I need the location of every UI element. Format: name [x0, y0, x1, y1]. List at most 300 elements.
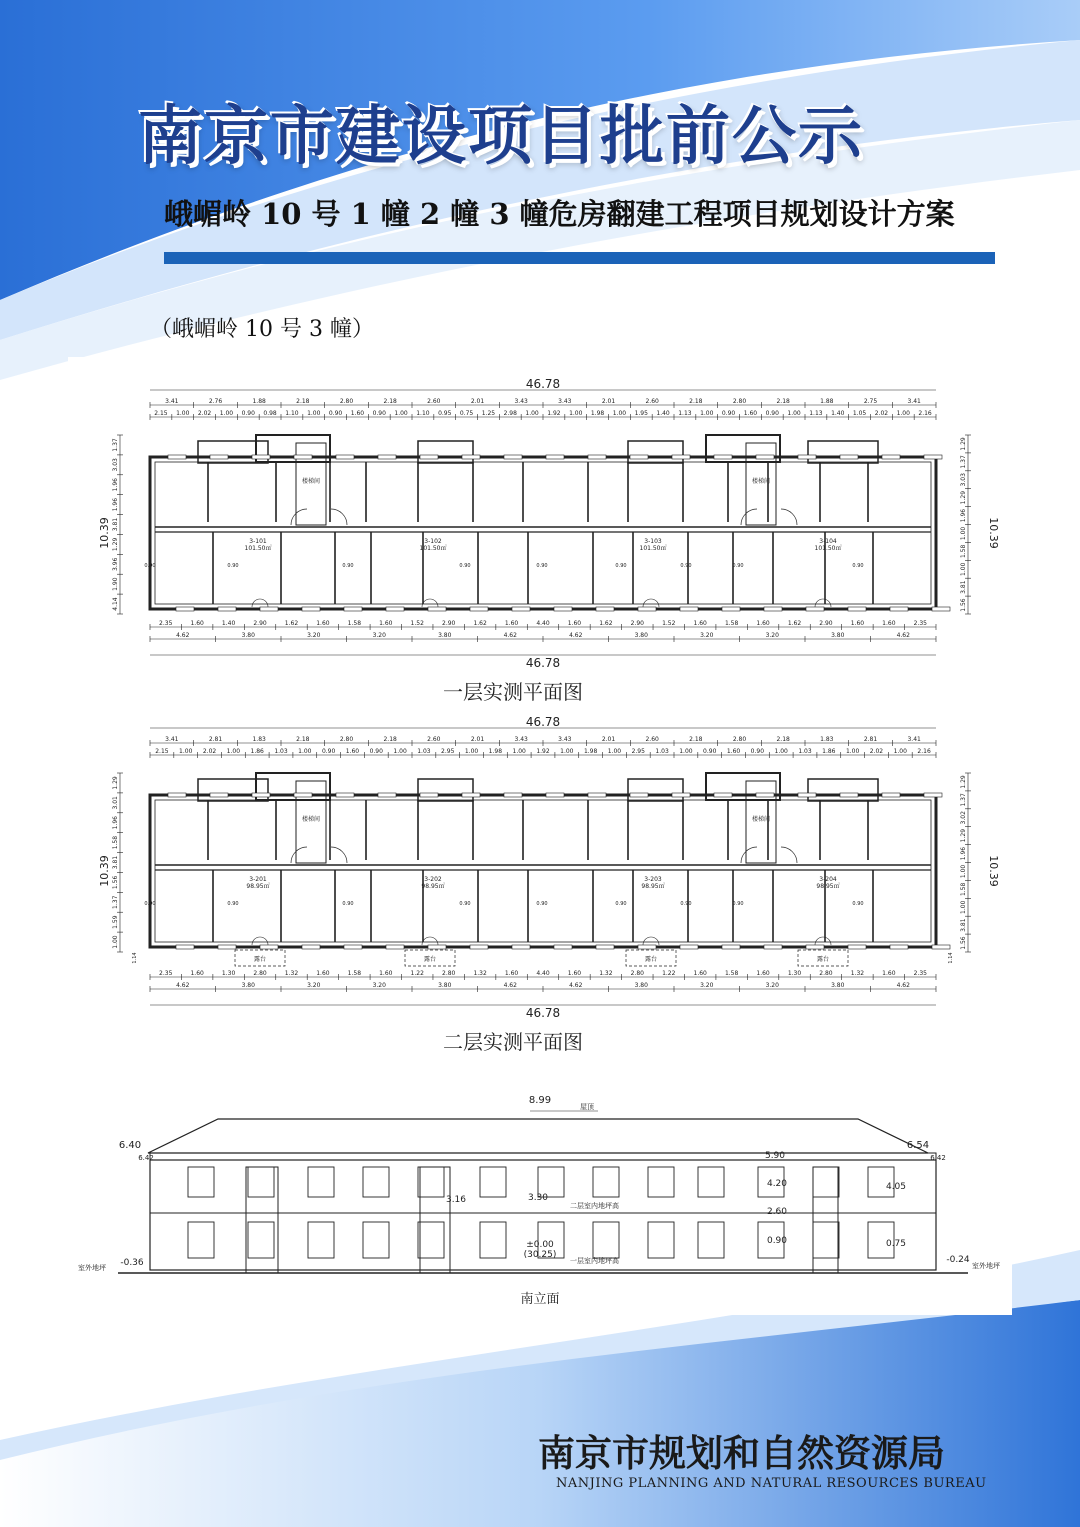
plan1-window: [756, 455, 774, 459]
plan1-bottom-dim-outer-label: 3.80: [634, 632, 648, 639]
plan2-top-dim-inner-label: 1.03: [274, 748, 288, 755]
plan1-door-tag: 0.90: [536, 563, 548, 569]
plan2-top-dim-inner-label: 1.98: [583, 748, 598, 755]
plan1-bottom-dim-inner-label: 1.62: [284, 620, 299, 627]
elev-ground-right: -0.24: [946, 1255, 970, 1265]
plan2-balcony-label: 露台: [816, 956, 830, 963]
plan1-bottom-dim-outer-label: 3.20: [700, 632, 714, 639]
plan1-top-dim-outer-label: 2.18: [296, 398, 310, 405]
plan2-top-dim-inner-label: 0.90: [369, 748, 383, 755]
plan2-overall-width: 46.78: [525, 715, 561, 729]
plan2-bottom-dim-outer-label: 4.62: [503, 982, 517, 989]
plan1-unit-code: 3-103: [644, 538, 662, 545]
plan1-top-dim-inner-label: 0.98: [263, 410, 277, 417]
plan2-unit-area: 98.95㎡: [641, 883, 665, 890]
plan1-top-dim-inner-label: 1.00: [787, 410, 801, 417]
plan1-top-dim-inner-label: 1.25: [481, 410, 496, 417]
plan2-window: [344, 945, 362, 949]
plan1-left-dim-label: 1.29: [112, 537, 119, 552]
plan2-projection: [628, 779, 683, 801]
plan1-bottom-dim-inner-label: 1.60: [882, 620, 896, 627]
plan1-window: [302, 607, 320, 611]
plan2-bottom-dim-inner-label: 2.80: [442, 970, 456, 977]
plan2-door-tag: 0.90: [342, 901, 354, 907]
plan2-top-dim-inner-label: 1.00: [774, 748, 788, 755]
plan2-top-dim-inner-label: 1.00: [179, 748, 193, 755]
elev-stair-tower: [420, 1167, 450, 1273]
plan1-bottom-dim-inner-label: 2.90: [442, 620, 456, 627]
plan1-window: [428, 607, 446, 611]
plan2-door-tag: 0.90: [680, 901, 692, 907]
plan1-stair-door-arc: [741, 509, 757, 525]
plan1-top-dim-outer-label: 3.41: [165, 398, 179, 405]
plan2-top-dim-inner-label: 1.00: [893, 748, 907, 755]
plan1-top-dim-inner-label: 1.13: [809, 410, 823, 417]
plan2-stair-door-arc: [291, 847, 307, 863]
plan1-top-dim-outer-label: 2.80: [339, 398, 354, 405]
plan1-bottom-dim-inner-label: 1.62: [473, 620, 487, 627]
elev-level-4-05: 4.05: [885, 1182, 907, 1192]
plan2-bottom-dim-inner-label: 2.80: [630, 970, 644, 977]
plan1-left-dim-label: 3.96: [112, 557, 119, 571]
plan1-depth-right: 10.39: [987, 517, 1000, 549]
plan2-top-dim-inner-label: 0.90: [750, 748, 765, 755]
elev-window-lower: [363, 1222, 389, 1258]
plan2-bottom-dim-inner-label: 1.32: [850, 970, 865, 977]
plan2-top-dim-outer-label: 1.83: [820, 736, 834, 743]
plan1-door-tag: 0.90: [615, 563, 627, 569]
plan1-left-dim-label: 1.96: [112, 497, 119, 512]
elev-window-upper: [418, 1167, 444, 1197]
plan1-window: [470, 607, 488, 611]
elev-ground-label-right: 室外地坪: [972, 1262, 1000, 1270]
elev-floor1-label: 一层室内地坪高: [570, 1257, 619, 1265]
plan1-entry-door: [815, 599, 831, 607]
plan2-top-dim-outer-label: 3.43: [514, 736, 528, 743]
plan1-top-dim-outer-label: 3.43: [558, 398, 572, 405]
project-subtitle: 峨嵋岭 10 号 1 幢 2 幢 3 幢危房翻建工程项目规划设计方案: [164, 197, 955, 231]
plan2-left-dim-label: 3.81: [112, 855, 119, 870]
plan2-bottom-dim-inner-label: 1.32: [599, 970, 613, 977]
plan1-window: [462, 455, 480, 459]
plan1-top-dim-inner-label: 2.98: [503, 410, 517, 417]
plan2-top-dim-outer-label: 2.60: [427, 736, 441, 743]
plan1-top-dim-inner-label: 2.16: [918, 410, 932, 417]
plan1-window: [848, 607, 866, 611]
plan2-bottom-dim-inner-label: 1.30: [221, 970, 236, 977]
plan2-window: [630, 793, 648, 797]
plan1-window: [260, 607, 278, 611]
plan1-door-tag: 0.90: [144, 563, 156, 569]
plan1-top-dim-inner-label: 1.00: [176, 410, 190, 417]
plan1-window: [806, 607, 824, 611]
plan1-unit-code: 3-102: [424, 538, 442, 545]
architectural-drawing: [68, 357, 1012, 1315]
plan1-top-dim-inner-label: 1.13: [678, 410, 692, 417]
plan2-left-dim-label: 1.96: [112, 816, 119, 830]
elev-roof: [148, 1119, 928, 1153]
plan1-top-dim-inner-label: 1.10: [416, 410, 430, 417]
elev-level-3-16: 3.16: [445, 1195, 467, 1205]
plan2-bottom-dim-outer-label: 3.20: [700, 982, 714, 989]
plan2-window: [176, 945, 194, 949]
plan1-top-dim-inner-label: 0.90: [241, 410, 255, 417]
plan2-left-dim-label: 1.37: [112, 895, 119, 909]
plan1-left-dim-label: 3.03: [112, 458, 119, 472]
plan2-window: [588, 793, 606, 797]
plan2-bottom-dim-inner-label: 2.80: [253, 970, 267, 977]
plan2-window: [210, 793, 228, 797]
plan1-top-dim-inner-label: 0.90: [721, 410, 736, 417]
plan1-bottom-dim-inner-label: 1.40: [221, 620, 236, 627]
plan1-window: [596, 607, 614, 611]
plan1-window: [512, 607, 530, 611]
plan1-bottom-dim-inner-label: 1.62: [787, 620, 802, 627]
plan2-balcony-depth: 1.14: [948, 952, 954, 964]
plan2-top-dim-inner-label: 0.90: [321, 748, 336, 755]
plan2-top-dim-outer-label: 3.41: [165, 736, 179, 743]
plan1-right-dim-label: 1.00: [960, 526, 967, 541]
plan1-top-dim-outer-label: 3.41: [907, 398, 921, 405]
plan2-top-dim-inner-label: 2.16: [917, 748, 931, 755]
plan2-top-dim-outer-label: 2.81: [208, 736, 223, 743]
plan1-projection: [628, 441, 683, 463]
page-title: 南京市建设项目批前公示: [138, 99, 864, 174]
plan2-left-dim-label: 1.00: [112, 935, 119, 949]
plan1-bottom-dim-inner-label: 1.60: [190, 620, 204, 627]
plan2-door-tag: 0.90: [732, 901, 744, 907]
plan2-top-dim-inner-label: 2.02: [202, 748, 217, 755]
plan1-top-dim-inner-label: 1.00: [219, 410, 234, 417]
plan1-stair-door-arc: [291, 509, 307, 525]
plan2-window: [504, 793, 522, 797]
plan2-top-dim-outer-label: 2.18: [296, 736, 310, 743]
plan2-stair-label: 楼梯间: [751, 816, 771, 823]
elev-level-0-90: 0.90: [766, 1236, 788, 1246]
plan2-window: [722, 945, 740, 949]
elev-eave-right-small: 6.42: [930, 1154, 946, 1162]
plan1-window: [890, 607, 908, 611]
plan1-bottom-dim-outer-label: 4.62: [569, 632, 583, 639]
plan1-window: [840, 455, 858, 459]
plan1-top-dim-inner-label: 1.00: [307, 410, 321, 417]
elev-level-0-75: 0.75: [885, 1239, 907, 1249]
plan1-right-dim-label: 1.56: [960, 598, 967, 612]
plan2-bottom-dim-inner-label: 2.80: [819, 970, 833, 977]
plan1-outer-wall: [150, 457, 936, 609]
plan1-top-dim-inner-label: 1.98: [590, 410, 605, 417]
plan2-top-dim-outer-label: 2.18: [776, 736, 790, 743]
plan1-top-dim-inner-label: 1.05: [852, 410, 867, 417]
plan1-top-dim-inner-label: 1.00: [700, 410, 714, 417]
plan1-caption: 一层实测平面图: [443, 680, 583, 704]
plan1-top-dim-outer-label: 2.80: [732, 398, 747, 405]
plan2-bottom-dim-inner-label: 1.60: [504, 970, 519, 977]
plan2-projection: [808, 779, 878, 801]
plan1-top-dim-inner-label: 2.02: [197, 410, 212, 417]
plan1-window: [294, 455, 312, 459]
plan2-projection: [418, 779, 473, 801]
plan1-top-dim-inner-label: 1.00: [896, 410, 910, 417]
plan2-right-dim-label: 1.96: [960, 846, 967, 861]
plan1-left-dim-label: 1.37: [112, 438, 119, 452]
plan2-bottom-dim-inner-label: 1.60: [693, 970, 707, 977]
plan1-top-dim-inner-label: 0.90: [328, 410, 343, 417]
plan1-top-dim-inner-label: 1.60: [350, 410, 365, 417]
plan1-top-dim-outer-label: 2.01: [601, 398, 616, 405]
plan2-top-dim-outer-label: 2.01: [601, 736, 616, 743]
plan1-top-dim-inner-label: 1.00: [394, 410, 408, 417]
plan1-left-dim-label: 3.81: [112, 517, 119, 532]
plan1-right-dim-label: 1.00: [960, 562, 967, 576]
plan1-window: [714, 455, 732, 459]
plan1-window: [630, 455, 648, 459]
plan2-window: [890, 945, 908, 949]
elev-window-upper: [363, 1167, 389, 1197]
plan2-bottom-dim-inner-label: 4.40: [536, 970, 550, 977]
plan2-bottom-dim-outer-label: 3.80: [241, 982, 255, 989]
plan2-depth-right: 10.39: [987, 855, 1000, 887]
plan1-top-dim-inner-label: 0.90: [372, 410, 386, 417]
plan2-right-dim-label: 1.37: [960, 793, 967, 807]
plan1-top-dim-outer-label: 2.76: [208, 398, 223, 405]
plan2-window: [848, 945, 866, 949]
plan2-left-dim-label: 3.01: [112, 796, 119, 810]
plan1-entry-door: [252, 599, 268, 607]
plan1-right-dim-label: 3.81: [960, 580, 967, 594]
plan2-top-dim-outer-label: 2.18: [689, 736, 703, 743]
plan2-entry-door: [815, 937, 831, 945]
plan2-right-dim-label: 1.00: [960, 864, 967, 879]
plan2-top-dim-inner-label: 1.92: [536, 748, 550, 755]
plan2-door-tag: 0.90: [144, 901, 156, 907]
plan1-projection: [198, 441, 268, 463]
plan2-window: [714, 793, 732, 797]
elev-level-2-60: 2.60: [766, 1207, 788, 1217]
elev-roof-top: 8.99: [528, 1095, 552, 1106]
plan2-bottom-dim-inner-label: 1.60: [190, 970, 204, 977]
plan1-top-dim-inner-label: 0.95: [438, 410, 452, 417]
plan2-window: [218, 945, 236, 949]
elev-window-upper: [308, 1167, 334, 1197]
plan1-projection: [418, 441, 473, 463]
plan1-bottom-dim-inner-label: 1.58: [724, 620, 739, 627]
elev-window-lower: [813, 1222, 839, 1258]
plan2-unit-area: 98.95㎡: [816, 883, 840, 890]
plan2-window: [462, 793, 480, 797]
plan2-window: [420, 793, 438, 797]
elev-stair-tower: [246, 1167, 278, 1273]
plan2-window: [680, 945, 698, 949]
elev-level-0-abs: (30.25): [523, 1250, 557, 1260]
plan1-window: [638, 607, 656, 611]
plan2-caption: 二层实测平面图: [443, 1030, 583, 1054]
plan1-bottom-dim-outer-label: 4.62: [503, 632, 517, 639]
plan2-window: [428, 945, 446, 949]
plan1-top-dim-inner-label: 0.75: [459, 410, 474, 417]
plan1-bottom-dim-outer-label: 4.62: [176, 632, 190, 639]
plan1-top-dim-inner-label: 1.00: [525, 410, 539, 417]
plan1-window: [764, 607, 782, 611]
elev-window-upper: [480, 1167, 506, 1197]
plan1-top-dim-inner-label: 1.10: [285, 410, 299, 417]
plan1-top-dim-outer-label: 2.60: [427, 398, 441, 405]
elev-caption: 南立面: [520, 1292, 560, 1307]
plan1-top-dim-outer-label: 1.88: [252, 398, 266, 405]
plan1-unit-code: 3-101: [249, 538, 267, 545]
plan1-overall-width: 46.78: [525, 377, 561, 391]
plan1-window: [218, 607, 236, 611]
plan2-bottom-dim-outer-label: 4.62: [176, 982, 190, 989]
plan2-door-tag: 0.90: [852, 901, 864, 907]
plan2-top-dim-outer-label: 3.41: [907, 736, 921, 743]
plan1-inner-wall: [155, 462, 931, 604]
plan2-window: [302, 945, 320, 949]
plan2-bottom-dim-inner-label: 2.35: [159, 970, 173, 977]
plan1-window: [504, 455, 522, 459]
plan2-stair-door-arc: [741, 847, 757, 863]
plan1-bottom-dim-outer-label: 3.20: [372, 632, 386, 639]
plan2-entry-door: [422, 937, 438, 945]
plan2-unit-code: 3-202: [424, 876, 442, 883]
plan1-bottom-dim-outer-label: 3.80: [241, 632, 255, 639]
elev-floor2-label: 二层室内地坪高: [570, 1202, 619, 1210]
plan2-top-dim-inner-label: 1.00: [560, 748, 574, 755]
plan1-window: [588, 455, 606, 459]
plan2-bottom-dim-inner-label: 1.32: [284, 970, 299, 977]
plan2-right-dim-label: 1.29: [960, 775, 967, 789]
plan1-bottom-dim-outer-label: 3.80: [831, 632, 845, 639]
elev-eave-right: 6.54: [906, 1140, 930, 1151]
elev-window-upper: [813, 1167, 839, 1197]
plan1-depth-left: 10.39: [98, 517, 111, 549]
plan1-bottom-dim-inner-label: 1.60: [756, 620, 770, 627]
plan2-stair-label: 楼梯间: [301, 816, 321, 823]
plan2-bottom-dim-outer-label: 3.20: [765, 982, 779, 989]
plan2-bottom-dim-inner-label: 1.32: [473, 970, 487, 977]
plan2-bottom-dim-outer-label: 3.20: [307, 982, 321, 989]
plan1-right-dim-label: 1.96: [960, 508, 967, 523]
bureau-name-english: NANJING PLANNING AND NATURAL RESOURCES BUREAU: [556, 1476, 987, 1491]
plan1-right-dim-label: 3.03: [960, 473, 967, 487]
plan2-left-dim-label: 1.58: [112, 835, 119, 850]
plan2-top-dim-inner-label: 1.86: [822, 748, 836, 755]
plan2-window: [672, 793, 690, 797]
building-label: （峨嵋岭 10 号 3 幢）: [150, 317, 374, 342]
plan2-top-dim-inner-label: 1.00: [393, 748, 407, 755]
elev-eave-left: 6.40: [118, 1140, 142, 1151]
plan1-bottom-dim-inner-label: 2.90: [253, 620, 267, 627]
plan2-depth-left: 10.39: [98, 855, 111, 887]
plan2-bottom-dim-inner-label: 1.22: [410, 970, 424, 977]
plan1-top-dim-inner-label: 1.60: [743, 410, 758, 417]
plan1-window: [554, 607, 572, 611]
plan1-window: [546, 455, 564, 459]
plan1-window: [924, 455, 942, 459]
plan2-door-tag: 0.90: [459, 901, 471, 907]
plan1-bottom-dim-inner-label: 1.60: [316, 620, 330, 627]
plan1-bottom-dim-inner-label: 1.60: [379, 620, 393, 627]
plan2-stair-door-arc: [331, 847, 347, 863]
elev-ground-left: -0.36: [120, 1258, 144, 1268]
plan2-top-dim-inner-label: 1.03: [417, 748, 431, 755]
plan2-bottom-dim-inner-label: 1.58: [347, 970, 362, 977]
plan1-window: [722, 607, 740, 611]
plan1-top-dim-outer-label: 2.60: [645, 398, 659, 405]
plan2-top-dim-outer-label: 2.01: [470, 736, 485, 743]
elev-ground-label-left: 室外地坪: [78, 1264, 106, 1272]
plan1-stair-door-arc: [331, 509, 347, 525]
plan2-right-dim-label: 3.02: [960, 811, 967, 825]
plan1-window: [176, 607, 194, 611]
plan2-top-dim-outer-label: 3.43: [558, 736, 572, 743]
plan1-entry-door: [422, 599, 438, 607]
plan2-bottom-dim-inner-label: 1.60: [882, 970, 896, 977]
plan1-bottom-dim-inner-label: 1.60: [693, 620, 707, 627]
plan1-top-dim-inner-label: 2.15: [154, 410, 168, 417]
drawing-panel: [68, 357, 1012, 1315]
plan2-window: [336, 793, 354, 797]
plan2-bottom-dim-inner-label: 1.60: [316, 970, 330, 977]
plan1-bottom-dim-outer-label: 4.62: [896, 632, 910, 639]
plan2-door-tag: 0.90: [536, 901, 548, 907]
plan1-window: [336, 455, 354, 459]
plan1-bottom-dim-outer-label: 3.20: [307, 632, 321, 639]
plan1-top-dim-inner-label: 1.00: [569, 410, 583, 417]
plan1-top-dim-outer-label: 2.18: [776, 398, 790, 405]
plan2-top-dim-outer-label: 2.80: [732, 736, 747, 743]
plan2-window: [546, 793, 564, 797]
plan2-window: [840, 793, 858, 797]
plan1-left-dim-label: 1.96: [112, 478, 120, 492]
elev-eave-left-small: 6.42: [138, 1154, 154, 1162]
plan1-stair-label: 楼梯间: [301, 478, 321, 485]
plan1-top-dim-outer-label: 2.01: [470, 398, 485, 405]
plan2-left-dim-label: 1.29: [112, 776, 119, 790]
plan2-window: [924, 793, 942, 797]
elev-window-lower: [248, 1222, 274, 1258]
plan1-window: [168, 455, 186, 459]
plan2-window: [378, 793, 396, 797]
plan2-bottom-dim-outer-label: 4.62: [569, 982, 583, 989]
plan1-bottom-dim-inner-label: 2.35: [913, 620, 927, 627]
elev-window-lower: [188, 1222, 214, 1258]
plan1-overall-width-bottom: 46.78: [525, 656, 561, 670]
plan2-balcony-depth: 1.14: [132, 952, 138, 964]
plan1-window: [680, 607, 698, 611]
plan1-top-dim-outer-label: 2.18: [383, 398, 397, 405]
plan2-bottom-dim-inner-label: 2.35: [913, 970, 927, 977]
plan1-window: [798, 455, 816, 459]
plan1-window: [386, 607, 404, 611]
plan1-top-dim-inner-label: 1.40: [656, 410, 670, 417]
plan1-top-dim-outer-label: 1.88: [820, 398, 834, 405]
plan1-right-dim-label: 1.29: [960, 490, 967, 505]
plan1-top-dim-inner-label: 1.95: [634, 410, 648, 417]
plan2-balcony-label: 露台: [644, 956, 658, 963]
plan2-window: [260, 945, 278, 949]
plan1-window: [252, 455, 270, 459]
elev-window-upper: [188, 1167, 214, 1197]
plan2-window: [764, 945, 782, 949]
plan1-top-dim-inner-label: 1.00: [612, 410, 627, 417]
title-divider: [164, 252, 995, 264]
plan1-top-dim-inner-label: 2.02: [874, 410, 889, 417]
elev-window-lower: [480, 1222, 506, 1258]
plan1-bottom-dim-inner-label: 1.62: [599, 620, 613, 627]
plan1-unit-area: 101.50㎡: [639, 545, 667, 552]
elev-window-lower: [648, 1222, 674, 1258]
